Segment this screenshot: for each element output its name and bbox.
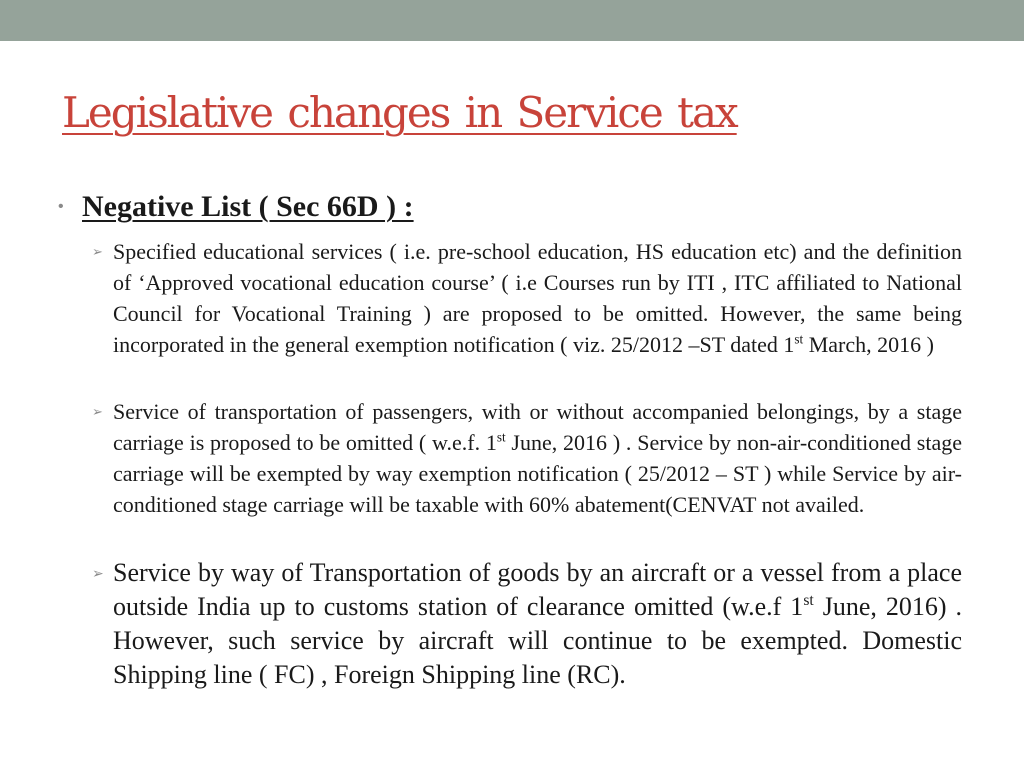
slide-title: Legislative changes in Service tax (62, 88, 737, 137)
list-item-text-end: March, 2016 ) (803, 332, 934, 357)
arrow-bullet-icon: ➢ (92, 405, 103, 420)
list-item (92, 236, 962, 360)
section-heading-text: Negative List ( Sec 66D ) : (82, 190, 414, 223)
list-item-text: Service by way of Transportation of goods by an aircraft or a vessel from a place outside India up to customs station of clearance omitted (w.e.f 1 (113, 558, 962, 621)
list-item-text-end: June, 2016 ) . Service by non-air-conditioned stage carriage will be exempted by way exemption notification ( 25/2012 – ST ) while Service by air-conditioned stage carriage will be taxable with 60% abatement(CENVAT not availed. (113, 430, 962, 517)
arrow-bullet-icon: ➢ (92, 566, 104, 582)
ordinal-suffix: st (794, 331, 804, 347)
ordinal-suffix: st (496, 429, 506, 445)
list-item-text: Service of transportation of passengers, with or without accompanied belongings, by a stage carriage is proposed to be omitted ( w.e.f. 1 (113, 399, 962, 455)
list-item-text: Specified educational services ( i.e. pre-school education, HS education etc) and the definition of ‘Approved vocational education course’ ( i.e Courses run by ITI , ITC affiliated to National Council for Vocational Training ) are proposed to be omitted. However, the same being incorporated in the general exemption notification ( viz. 25/2012 –ST dated 1 (113, 239, 962, 357)
section-heading (58, 190, 414, 224)
bullet-dot-icon: • (58, 198, 64, 215)
list-item (92, 556, 962, 692)
arrow-bullet-icon: ➢ (92, 245, 103, 260)
list-item (92, 396, 962, 520)
ordinal-suffix: st (803, 591, 814, 609)
list-item-text-end: June, 2016) . However, such service by aircraft will continue to be exempted. Domestic Shipping line ( FC) , Foreign Shipping line (RC). (113, 592, 962, 689)
